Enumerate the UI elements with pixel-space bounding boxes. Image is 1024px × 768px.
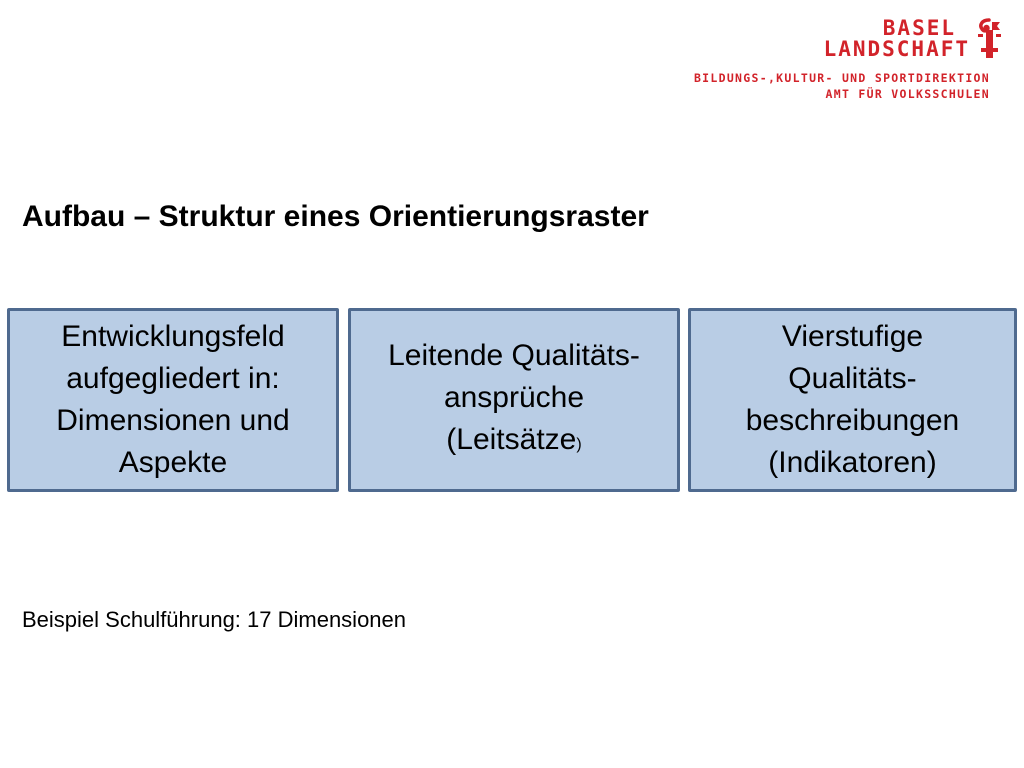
box-leitende-qualitaetsansprueche-text bbox=[388, 335, 640, 466]
logo-subtitle-line-2: AMT FÜR VOLKSSCHULEN bbox=[825, 87, 990, 101]
box-vierstufige-beschreibungen bbox=[688, 308, 1017, 492]
box-vierstufige-beschreibungen-text: Vierstufige Qualitäts- beschreibungen (Indikatoren) bbox=[745, 320, 960, 479]
box-entwicklungsfeld-text: Entwicklungsfeld aufgegliedert in: Dimensionen und Aspekte bbox=[56, 320, 290, 479]
box-entwicklungsfeld bbox=[7, 308, 339, 492]
box-leitende-qualitaetsansprueche bbox=[348, 308, 680, 492]
basel-crozier-crest-icon bbox=[974, 18, 1004, 60]
basel-landschaft-logo bbox=[693, 16, 1004, 106]
logo-name-line-2: LANDSCHAFT bbox=[823, 37, 970, 61]
box-leitende-closing-paren: ) bbox=[576, 435, 582, 453]
logo-subtitle-line-1: BILDUNGS-,KULTUR- UND SPORTDIREKTION bbox=[693, 71, 990, 85]
logo-name-line-1: BASEL bbox=[882, 16, 956, 40]
example-note: Beispiel Schulführung: 17 Dimensionen bbox=[22, 607, 407, 632]
page-title: Aufbau – Struktur eines Orientierungsraster bbox=[22, 200, 649, 233]
box-leitende-main-text: Leitende Qualitäts- ansprüche (Leitsätze bbox=[388, 338, 640, 456]
